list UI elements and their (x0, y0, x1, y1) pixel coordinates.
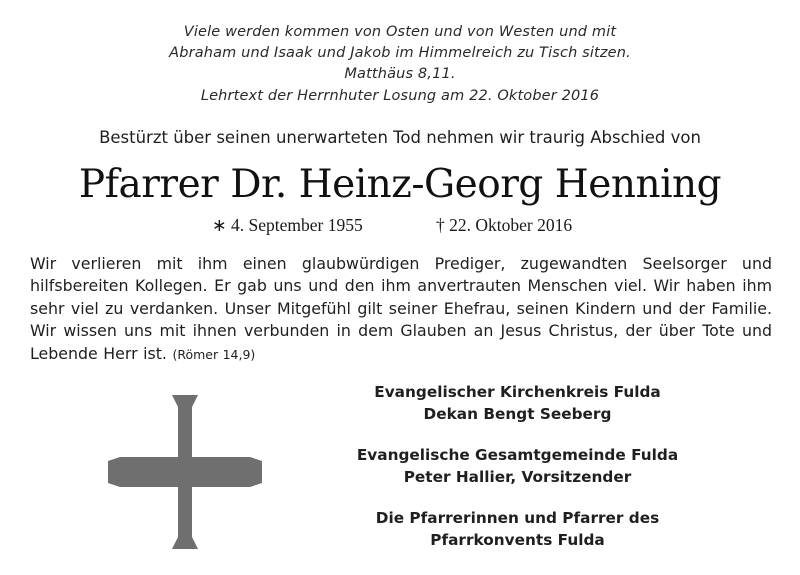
birth-date: ∗ 4. September 1955 (212, 215, 363, 235)
signature-line: Dekan Bengt Seeberg (423, 404, 612, 423)
cross-icon-graphic (108, 395, 262, 549)
intro-line: Bestürzt über seinen unerwarteten Tod nehmen wir traurig Abschied von (99, 128, 701, 147)
death-date: † 22. Oktober 2016 (436, 215, 573, 235)
obituary-text (30, 253, 772, 366)
signature-line: Evangelische Gesamtgemeinde Fulda (356, 446, 679, 464)
verse-source: Lehrtext der Herrnhuter Losung am 22. Oktober 2016 (200, 87, 600, 104)
cross-icon (108, 395, 262, 549)
signature-group-pfarrkonvent (325, 508, 710, 551)
signature-line: Peter Hallier, Vorsitzender (403, 467, 632, 486)
signature-line: Die Pfarrerinnen und Pfarrer des (375, 509, 660, 527)
signature-group-kirchenkreis (325, 382, 710, 425)
verse-line-2: Abraham und Isaak und Jakob im Himmelreich zu Tisch sitzen. (169, 45, 631, 62)
signature-group-gesamtgemeinde (325, 445, 710, 488)
scripture-reference: (Römer 14,9) (172, 346, 256, 362)
signature-line: Evangelischer Kirchenkreis Fulda (374, 383, 661, 401)
verse-line-1: Viele werden kommen von Osten und von Westen und mit (183, 24, 617, 40)
obituary-body: Wir verlieren mit ihm einen glaubwürdigen Prediger, zugewandten Seelsorger und hilfsbereiten Kollegen. Er gab uns und den ihm anvertrauten Menschen viel. Wir haben ihm sehr viel zu verdanken. Unser Mitgefühl gilt seiner Ehefrau, seinen Kindern und der Familie. Wir wissen uns mit ihnen verbunden in dem Glauben an Jesus Christus, der über Tote und Lebende Herr ist. (30, 254, 772, 363)
verse-reference: Matthäus 8,11. (344, 66, 456, 83)
signature-line: Pfarrkonvents Fulda (430, 530, 605, 549)
deceased-name: Pfarrer Dr. Heinz-Georg Henning (78, 162, 722, 207)
bible-verse (0, 22, 800, 107)
